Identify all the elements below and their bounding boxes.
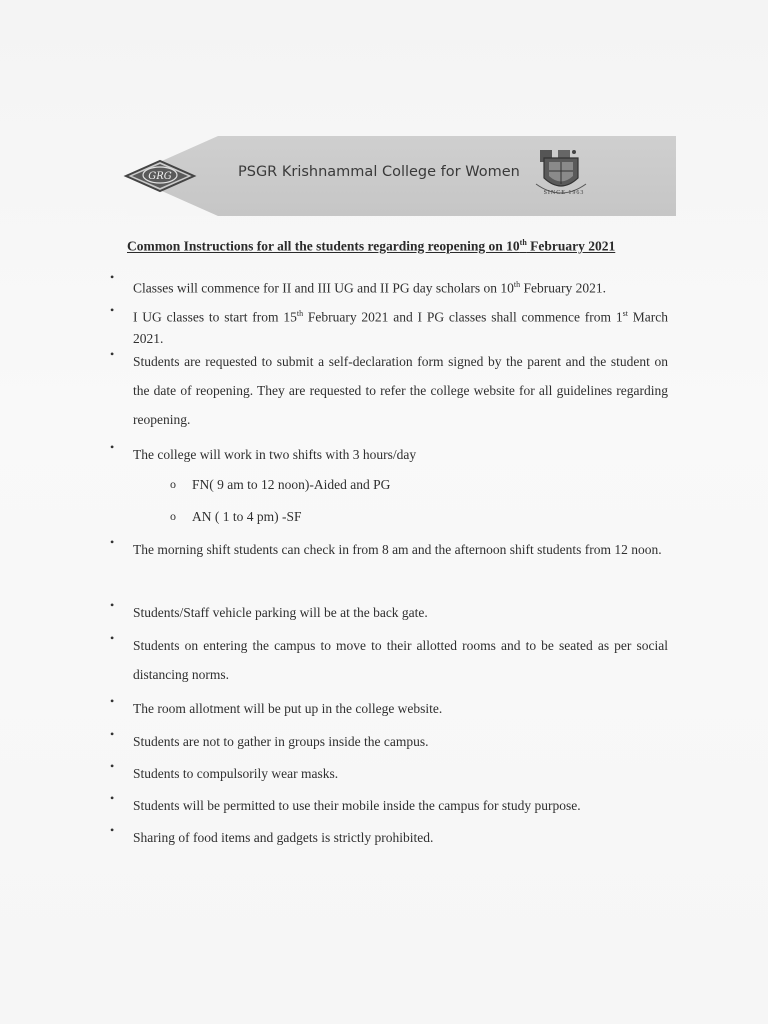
instruction-text: Students will be permitted to use their mobile inside the campus for study purpose.	[133, 798, 581, 813]
bullet-icon: •	[110, 631, 115, 645]
college-name: PSGR Krishnammal College for Women	[238, 164, 520, 180]
scan-smudge	[335, 68, 445, 76]
instruction-text: Students/Staff vehicle parking will be at the back gate.	[133, 605, 428, 620]
instruction-text: Sharing of food items and gadgets is strictly prohibited.	[133, 830, 434, 845]
bullet-icon: •	[110, 598, 115, 612]
bullet-icon: •	[110, 694, 115, 708]
bullet-icon: •	[110, 823, 115, 837]
bullet-icon: •	[110, 535, 115, 549]
circle-bullet-icon: o	[170, 477, 176, 491]
instruction-text: Students are requested to submit a self-declaration form signed by the parent and the student on the date of reopening. They are requested to refer the college website for all guidelines regarding reopening.	[133, 354, 668, 427]
bullet-icon: •	[110, 303, 115, 317]
bullet-icon: •	[110, 727, 115, 741]
instruction-text: Students to compulsorily wear masks.	[133, 766, 339, 781]
bullet-icon: •	[110, 759, 115, 773]
bullet-icon: •	[110, 270, 115, 284]
shift-text: AN ( 1 to 4 pm) -SF	[192, 509, 302, 524]
instruction-text: The college will work in two shifts with 3 hours/day	[133, 447, 417, 462]
bullet-icon: •	[110, 791, 115, 805]
instruction-text: The morning shift students can check in from 8 am and the afternoon shift students from 12 noon.	[133, 542, 662, 557]
page-heading: Common Instructions for all the students regarding reopening on 10th February 2021	[127, 238, 616, 254]
instruction-text: The room allotment will be put up in the college website.	[133, 701, 443, 716]
instruction-text: Classes will commence for II and III UG and II PG day scholars on 10th February 2021.	[133, 280, 606, 296]
grg-logo-icon	[122, 159, 198, 193]
instruction-text: Students are not to gather in groups inside the campus.	[133, 734, 429, 749]
svg-text:GRG: GRG	[148, 171, 172, 182]
crest-since-text: SINCE 1963	[543, 190, 585, 196]
instruction-text: I UG classes to start from 15th February 2021 and I PG classes shall commence from 1st March 2021.	[133, 309, 668, 346]
shift-text: FN( 9 am to 12 noon)-Aided and PG	[192, 477, 391, 492]
circle-bullet-icon: o	[170, 509, 176, 523]
college-banner	[128, 136, 676, 216]
instruction-text: Students on entering the campus to move to their allotted rooms and to be seated as per social distancing norms.	[133, 638, 668, 682]
bullet-icon: •	[110, 440, 115, 454]
bullet-icon: •	[110, 347, 115, 361]
